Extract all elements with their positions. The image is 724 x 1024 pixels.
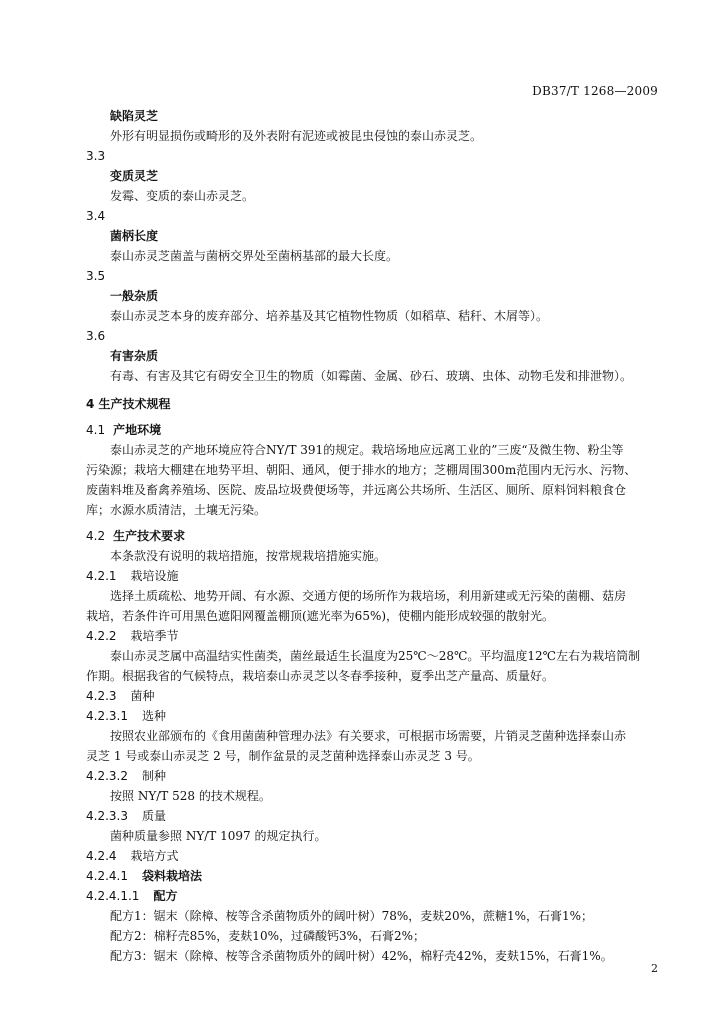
paragraph-4-2: 本条款没有说明的栽培措施，按常规栽培措施实施。 [110,549,387,563]
paragraph-4-2-3-1-line-2: 灵芝 1 号或泰山赤灵芝 2 号，制作盆景的灵芝菌种选择泰山赤灵芝 3 号。 [86,749,480,763]
paragraph-4-2-2-line-2: 作期。根据我省的气候特点，栽培泰山赤灵芝以冬春季接种，夏季出芝产量高、质量好。 [86,669,555,683]
heading-4-2-number: 4.2 [86,529,106,543]
heading-4-2-3-1 [86,706,660,726]
formula-2: 配方2：棉籽壳85%，麦麸10%，过磷酸钙3%，石膏2%； [110,929,426,943]
definition-3-5: 泰山赤灵芝本身的废弃部分、培养基及其它植物性物质（如稻草、秸秆、木屑等）。 [110,309,549,323]
heading-4-2-4-1-number: 4.2.4.1 [86,869,128,883]
heading-4-2-4-1-1-title: 配方 [153,889,178,903]
clause-number-3-5: 3.5 [86,269,106,283]
heading-4-2-1 [86,566,660,586]
heading-4-2-4-1 [86,866,660,886]
heading-4-2-3-1-title: 选种 [141,709,166,723]
heading-4-2-2-title: 栽培季节 [130,629,179,643]
page-number: 2 [651,962,658,975]
term-3-3: 变质灵芝 [110,169,159,183]
paragraph-4-1-line-2: 污染源；栽培大棚建在地势平坦、朝阳、通风，便于排水的地方；芝棚周围300m范围内无污水、污物、 [86,463,637,477]
paragraph-4-2-3-2: 按照 NY/T 528 的技术规程。 [110,789,271,803]
heading-4-2-4 [86,846,660,866]
clause-number-3-3: 3.3 [86,149,106,163]
clause-number-3-4: 3.4 [86,209,106,223]
heading-4-2-title: 生产技术要求 [113,529,186,543]
definition-3-2: 外形有明显损伤或畸形的及外表附有泥迹或被昆虫侵蚀的泰山赤灵芝。 [110,129,483,143]
heading-4-2-3-2-number: 4.2.3.2 [86,769,128,783]
heading-4-2 [86,526,660,546]
paragraph-4-2-1-line-2: 栽培，若条件许可用黑色遮阳网覆盖棚顶(遮光率为65%)，使棚内能形成较强的散射光。 [86,609,555,623]
heading-4-1-title: 产地环境 [113,423,162,437]
term-3-6: 有害杂质 [110,349,159,363]
heading-4-2-3-3-number: 4.2.3.3 [86,809,128,823]
heading-4-2-1-number: 4.2.1 [86,569,117,583]
clause-number-3-6: 3.6 [86,329,106,343]
heading-4-2-3-3-title: 质量 [141,809,166,823]
heading-4-2-3 [86,686,660,706]
doc-code-header: DB37/T 1268—2009 [532,84,658,98]
paragraph-4-1-line-4: 库；水源水质清洁，土壤无污染。 [86,503,267,517]
paragraph-4-2-3-1-line-1: 按照农业部颁布的《食用菌菌种管理办法》有关要求，可根据市场需要，片销灵芝菌种选择泰山赤 [110,729,627,743]
heading-4-2-3-number: 4.2.3 [86,689,117,703]
paragraph-4-2-1-line-1: 选择土质疏松、地势开阔、有水源、交通方便的场所作为栽培场，利用新建或无污染的菌棚、菇房 [110,589,627,603]
heading-4-2-3-2 [86,766,660,786]
definition-3-6: 有毒、有害及其它有碍安全卫生的物质（如霉菌、金属、砂石、玻璃、虫体、动物毛发和排泄物）。 [110,369,633,383]
heading-4-2-4-1-title: 袋料栽培法 [141,869,202,883]
heading-4-2-3-title: 菌种 [130,689,155,703]
definition-3-3: 发霉、变质的泰山赤灵芝。 [110,189,255,203]
paragraph-4-2-3-3: 菌种质量参照 NY/T 1097 的规定执行。 [110,829,327,843]
heading-4-2-3-3 [86,806,660,826]
section-4-heading: 4 生产技术规程 [86,397,171,411]
heading-4-2-2-number: 4.2.2 [86,629,117,643]
formula-3: 配方3：锯末（除樟、桉等含杀菌物质外的阔叶树）42%，棉籽壳42%，麦麸15%，石膏1%。 [110,949,613,963]
formula-1: 配方1：锯末（除樟、桉等含杀菌物质外的阔叶树）78%，麦麸20%，蔗糖1%，石膏1%； [110,909,594,923]
paragraph-4-1-line-3: 废菌料堆及畜禽养殖场、医院、废品垃圾费便场等，并远离公共场所、生活区、厕所、原料饲料粮食仓 [86,483,627,497]
heading-4-2-1-title: 栽培设施 [130,569,179,583]
heading-4-2-4-number: 4.2.4 [86,849,117,863]
heading-4-2-3-1-number: 4.2.3.1 [86,709,128,723]
page-content [86,106,660,966]
heading-4-2-3-2-title: 制种 [141,769,166,783]
term-3-4: 菌柄长度 [110,229,159,243]
term-3-2: 缺陷灵芝 [110,109,159,123]
heading-4-2-2 [86,626,660,646]
paragraph-4-1-line-1: 泰山赤灵芝的产地环境应符合NY/T 391的规定。栽培场地应远离工业的”三废“及微生物、粉尘等 [110,443,624,457]
heading-4-2-4-1-1-number: 4.2.4.1.1 [86,889,140,903]
heading-4-2-4-title: 栽培方式 [130,849,179,863]
heading-4-1 [86,420,660,440]
heading-4-2-4-1-1 [86,886,660,906]
definition-3-4: 泰山赤灵芝菌盖与菌柄交界处至菌柄基部的最大长度。 [110,249,399,263]
paragraph-4-2-2-line-1: 泰山赤灵芝属中高温结实性菌类，菌丝最适生长温度为25℃～28℃。平均温度12℃左右为栽培筒制 [110,649,641,663]
term-3-5: 一般杂质 [110,289,159,303]
heading-4-1-number: 4.1 [86,423,106,437]
